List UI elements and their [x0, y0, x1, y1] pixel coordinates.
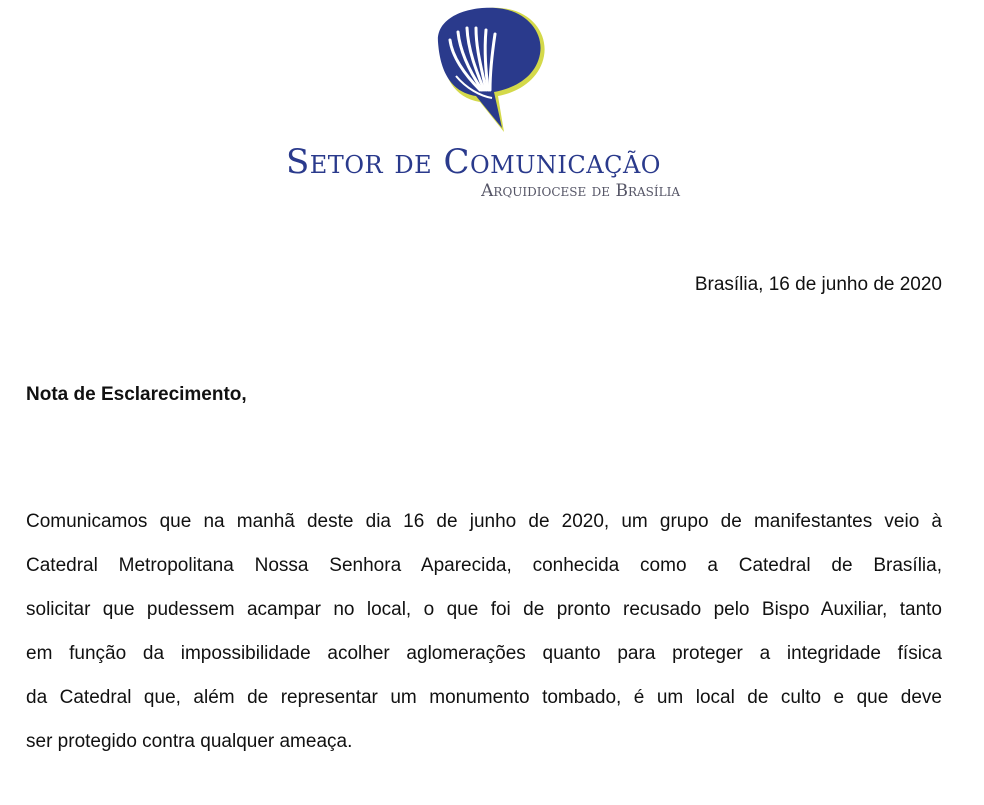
- letter-date: Brasília, 16 de junho de 2020: [694, 274, 942, 295]
- body-line: da Catedral que, além de representar um monumento tombado, é um local de culto e que deve: [26, 687, 942, 708]
- org-title: Setor de Comunicação: [286, 142, 661, 182]
- body-line: solicitar que pudessem acampar no local, o que foi de pronto recusado pelo Bispo Auxiliar, tanto: [26, 599, 942, 620]
- org-subtitle: Arquidiocese de Brasília: [481, 181, 680, 201]
- cathedral-speech-bubble-logo-icon: [420, 6, 550, 138]
- letter-body: [26, 500, 942, 764]
- body-line: ser protegido contra qualquer ameaça.: [26, 731, 353, 752]
- body-line: Catedral Metropolitana Nossa Senhora Aparecida, conhecida como a Catedral de Brasília,: [26, 555, 942, 576]
- body-line: em função da impossibilidade acolher aglomerações quanto para proteger a integridade física: [26, 643, 942, 664]
- letter-heading: Nota de Esclarecimento,: [26, 384, 247, 405]
- body-line: Comunicamos que na manhã deste dia 16 de junho de 2020, um grupo de manifestantes veio à: [26, 511, 942, 532]
